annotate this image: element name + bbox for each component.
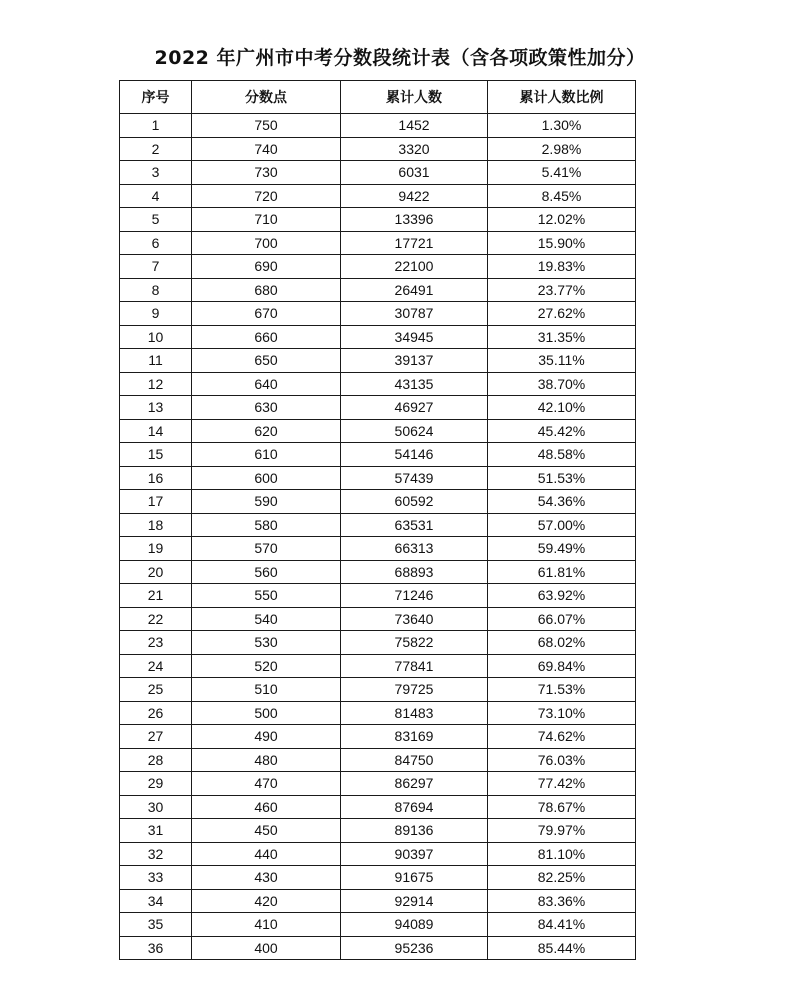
cell-cumulative-count: 90397 [341,842,488,866]
cell-cumulative-ratio: 5.41% [488,161,636,185]
table-row [120,490,636,514]
cell-score-point: 460 [192,795,341,819]
cell-cumulative-ratio: 61.81% [488,560,636,584]
table-row [120,161,636,185]
table-row [120,325,636,349]
cell-cumulative-ratio: 85.44% [488,936,636,960]
cell-serial-number: 8 [120,278,192,302]
cell-cumulative-count: 13396 [341,208,488,232]
cell-score-point: 420 [192,889,341,913]
cell-score-point: 600 [192,466,341,490]
cell-cumulative-count: 50624 [341,419,488,443]
cell-cumulative-count: 86297 [341,772,488,796]
cell-score-point: 700 [192,231,341,255]
cell-cumulative-ratio: 63.92% [488,584,636,608]
cell-cumulative-count: 94089 [341,913,488,937]
cell-score-point: 500 [192,701,341,725]
cell-serial-number: 21 [120,584,192,608]
cell-cumulative-ratio: 74.62% [488,725,636,749]
cell-score-point: 440 [192,842,341,866]
table-row [120,184,636,208]
table-row [120,372,636,396]
header-cumulative-count: 累计人数 [341,81,488,114]
table-row [120,419,636,443]
table-row [120,842,636,866]
cell-score-point: 490 [192,725,341,749]
table-header [120,81,636,114]
cell-score-point: 610 [192,443,341,467]
cell-cumulative-count: 75822 [341,631,488,655]
cell-serial-number: 36 [120,936,192,960]
cell-cumulative-ratio: 19.83% [488,255,636,279]
cell-cumulative-count: 71246 [341,584,488,608]
cell-serial-number: 2 [120,137,192,161]
cell-cumulative-ratio: 66.07% [488,607,636,631]
cell-cumulative-ratio: 59.49% [488,537,636,561]
cell-score-point: 580 [192,513,341,537]
cell-score-point: 550 [192,584,341,608]
table-row [120,560,636,584]
table-row [120,513,636,537]
cell-cumulative-ratio: 45.42% [488,419,636,443]
header-serial-number: 序号 [120,81,192,114]
cell-score-point: 720 [192,184,341,208]
cell-cumulative-count: 1452 [341,114,488,138]
cell-cumulative-ratio: 69.84% [488,654,636,678]
cell-cumulative-ratio: 84.41% [488,913,636,937]
cell-cumulative-ratio: 83.36% [488,889,636,913]
table-row [120,443,636,467]
cell-serial-number: 13 [120,396,192,420]
cell-cumulative-count: 6031 [341,161,488,185]
cell-score-point: 520 [192,654,341,678]
cell-cumulative-ratio: 71.53% [488,678,636,702]
cell-serial-number: 33 [120,866,192,890]
cell-cumulative-count: 83169 [341,725,488,749]
cell-cumulative-count: 87694 [341,795,488,819]
cell-serial-number: 28 [120,748,192,772]
header-score-point: 分数点 [192,81,341,114]
cell-serial-number: 7 [120,255,192,279]
table-row [120,701,636,725]
cell-score-point: 540 [192,607,341,631]
cell-serial-number: 6 [120,231,192,255]
cell-cumulative-count: 39137 [341,349,488,373]
cell-serial-number: 20 [120,560,192,584]
cell-serial-number: 1 [120,114,192,138]
cell-cumulative-count: 92914 [341,889,488,913]
cell-cumulative-ratio: 12.02% [488,208,636,232]
cell-cumulative-ratio: 27.62% [488,302,636,326]
cell-score-point: 560 [192,560,341,584]
table-row [120,537,636,561]
cell-cumulative-ratio: 54.36% [488,490,636,514]
table-row [120,278,636,302]
cell-cumulative-ratio: 23.77% [488,278,636,302]
cell-score-point: 740 [192,137,341,161]
page-title: 2022 年广州市中考分数段统计表（含各项政策性加分） [154,47,646,69]
cell-serial-number: 22 [120,607,192,631]
table-row [120,678,636,702]
table-row [120,396,636,420]
cell-cumulative-ratio: 8.45% [488,184,636,208]
cell-cumulative-count: 63531 [341,513,488,537]
table-row [120,137,636,161]
cell-cumulative-ratio: 48.58% [488,443,636,467]
table-row [120,748,636,772]
cell-serial-number: 4 [120,184,192,208]
cell-cumulative-count: 54146 [341,443,488,467]
cell-cumulative-count: 89136 [341,819,488,843]
cell-cumulative-ratio: 76.03% [488,748,636,772]
cell-serial-number: 15 [120,443,192,467]
table-row [120,654,636,678]
cell-score-point: 640 [192,372,341,396]
cell-cumulative-count: 43135 [341,372,488,396]
table-row [120,302,636,326]
cell-serial-number: 9 [120,302,192,326]
table-row [120,936,636,960]
cell-score-point: 620 [192,419,341,443]
cell-cumulative-ratio: 79.97% [488,819,636,843]
cell-cumulative-count: 57439 [341,466,488,490]
table-row [120,231,636,255]
cell-cumulative-ratio: 68.02% [488,631,636,655]
cell-serial-number: 10 [120,325,192,349]
cell-serial-number: 26 [120,701,192,725]
cell-serial-number: 35 [120,913,192,937]
table-row [120,466,636,490]
cell-cumulative-count: 17721 [341,231,488,255]
cell-cumulative-ratio: 15.90% [488,231,636,255]
cell-cumulative-ratio: 1.30% [488,114,636,138]
cell-score-point: 690 [192,255,341,279]
cell-score-point: 590 [192,490,341,514]
cell-cumulative-ratio: 2.98% [488,137,636,161]
table-body [120,114,636,960]
table-row [120,114,636,138]
cell-serial-number: 30 [120,795,192,819]
cell-score-point: 750 [192,114,341,138]
cell-cumulative-count: 3320 [341,137,488,161]
cell-serial-number: 17 [120,490,192,514]
cell-cumulative-count: 73640 [341,607,488,631]
cell-cumulative-count: 26491 [341,278,488,302]
cell-score-point: 630 [192,396,341,420]
cell-cumulative-ratio: 77.42% [488,772,636,796]
table-row [120,631,636,655]
cell-cumulative-ratio: 82.25% [488,866,636,890]
cell-cumulative-ratio: 81.10% [488,842,636,866]
cell-cumulative-ratio: 78.67% [488,795,636,819]
table-row [120,795,636,819]
cell-score-point: 400 [192,936,341,960]
table-row [120,584,636,608]
cell-cumulative-ratio: 73.10% [488,701,636,725]
table-row [120,913,636,937]
cell-cumulative-count: 79725 [341,678,488,702]
cell-serial-number: 11 [120,349,192,373]
cell-serial-number: 5 [120,208,192,232]
cell-cumulative-count: 34945 [341,325,488,349]
cell-cumulative-count: 95236 [341,936,488,960]
table-row [120,866,636,890]
header-row [120,81,636,114]
cell-cumulative-count: 66313 [341,537,488,561]
cell-serial-number: 14 [120,419,192,443]
cell-cumulative-ratio: 42.10% [488,396,636,420]
cell-score-point: 450 [192,819,341,843]
cell-serial-number: 31 [120,819,192,843]
cell-score-point: 430 [192,866,341,890]
cell-score-point: 710 [192,208,341,232]
cell-serial-number: 19 [120,537,192,561]
cell-score-point: 470 [192,772,341,796]
cell-score-point: 730 [192,161,341,185]
cell-cumulative-ratio: 57.00% [488,513,636,537]
cell-cumulative-count: 46927 [341,396,488,420]
cell-cumulative-ratio: 35.11% [488,349,636,373]
cell-score-point: 480 [192,748,341,772]
cell-serial-number: 18 [120,513,192,537]
table-row [120,607,636,631]
cell-serial-number: 29 [120,772,192,796]
cell-cumulative-count: 91675 [341,866,488,890]
cell-serial-number: 16 [120,466,192,490]
cell-score-point: 670 [192,302,341,326]
cell-cumulative-ratio: 51.53% [488,466,636,490]
cell-serial-number: 23 [120,631,192,655]
cell-score-point: 410 [192,913,341,937]
table-row [120,889,636,913]
table-row [120,725,636,749]
header-cumulative-ratio: 累计人数比例 [488,81,636,114]
cell-serial-number: 3 [120,161,192,185]
score-distribution-table [119,80,636,960]
table-row [120,255,636,279]
cell-cumulative-count: 60592 [341,490,488,514]
cell-score-point: 650 [192,349,341,373]
cell-cumulative-ratio: 31.35% [488,325,636,349]
cell-score-point: 530 [192,631,341,655]
cell-cumulative-count: 81483 [341,701,488,725]
cell-cumulative-ratio: 38.70% [488,372,636,396]
cell-serial-number: 32 [120,842,192,866]
table-row [120,819,636,843]
cell-serial-number: 12 [120,372,192,396]
cell-serial-number: 24 [120,654,192,678]
cell-cumulative-count: 84750 [341,748,488,772]
cell-cumulative-count: 22100 [341,255,488,279]
cell-score-point: 510 [192,678,341,702]
cell-score-point: 680 [192,278,341,302]
cell-cumulative-count: 68893 [341,560,488,584]
cell-score-point: 660 [192,325,341,349]
cell-cumulative-count: 30787 [341,302,488,326]
table-row [120,349,636,373]
cell-serial-number: 25 [120,678,192,702]
cell-serial-number: 34 [120,889,192,913]
cell-cumulative-count: 77841 [341,654,488,678]
cell-score-point: 570 [192,537,341,561]
cell-serial-number: 27 [120,725,192,749]
table-row [120,772,636,796]
cell-cumulative-count: 9422 [341,184,488,208]
table-row [120,208,636,232]
